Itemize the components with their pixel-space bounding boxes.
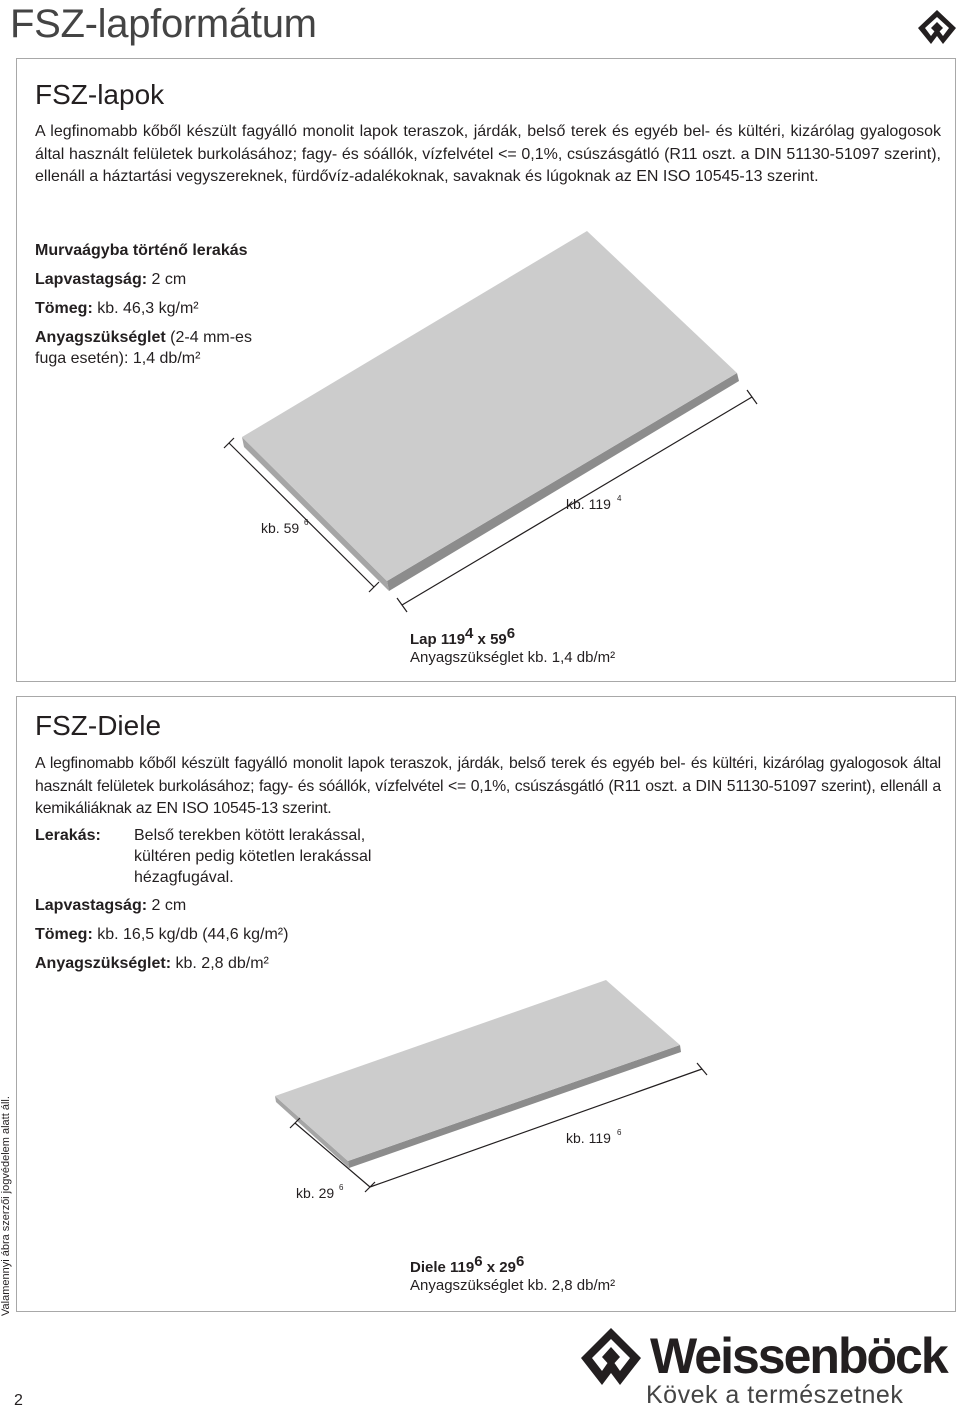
dim-long-label: kb. 119 — [566, 496, 611, 512]
weight-value: kb. 46,3 kg/m² — [97, 300, 199, 317]
brand-tagline: Kövek a természetnek — [646, 1381, 904, 1409]
caption-sub: Anyagszükséglet kb. 1,4 db/m² — [410, 649, 616, 666]
dim-tick — [747, 390, 757, 404]
diele-slab-figure — [17, 697, 955, 1311]
dim-short-label: kb. 29 — [296, 1185, 335, 1201]
thickness-value: 2 cm — [151, 271, 187, 288]
section-title: FSZ-Diele — [35, 710, 162, 741]
thickness-value: 2 cm — [151, 897, 187, 914]
caption-sup: 6 — [515, 1253, 525, 1270]
diele-caption — [410, 1253, 615, 1295]
thickness-label: Lapvastagság: — [35, 897, 148, 914]
caption-name: Diele 119 — [410, 1259, 475, 1276]
requirement-label: Anyagszükséglet — [35, 329, 166, 346]
weissenbock-logo-icon — [916, 8, 958, 48]
caption-sup: 6 — [506, 625, 516, 642]
caption-mid: x 59 — [473, 631, 507, 648]
dim-short-label: kb. 59 — [261, 520, 300, 536]
requirement-label: Anyagszükséglet: — [35, 955, 172, 972]
laying-line: hézagfugával. — [134, 869, 234, 886]
brand-name: Weissenböck — [650, 1328, 947, 1384]
page-number: 2 — [14, 1392, 23, 1409]
section-description: A legfinomabb kőből készült fagyálló monolit lapok teraszok, járdák, belső terek és egyéb bel- és kültéri, kizárólag gyalogosok által használt felületek burkolásához; fagy- és sóállók, vízfelvétel <= 0,1%, csúszásgátló (R11 oszt. a DIN 51130-51097 szerint), ellenáll a kemikáliáknak az EN ISO 10545-13 szerint. — [35, 755, 941, 817]
dim-short-sup: 6 — [304, 518, 309, 527]
caption-sup: 4 — [465, 625, 474, 642]
lap-slab-figure — [17, 59, 955, 681]
weight-value: kb. 16,5 kg/db (44,6 kg/m²) — [97, 926, 289, 943]
laying-label: Lerakás: — [35, 827, 101, 844]
weissenbock-logo-icon — [578, 1325, 644, 1391]
requirement-value-cont: fuga esetén): 1,4 db/m² — [35, 350, 201, 367]
caption-mid: x 29 — [482, 1259, 516, 1276]
weight-label: Tömeg: — [35, 300, 93, 317]
copyright-text: Valamennyi ábra szerzői jogvédelem alatt áll. — [0, 1096, 12, 1316]
dim-tick — [697, 1063, 707, 1075]
caption-sup: 6 — [474, 1253, 483, 1270]
lap-caption — [410, 625, 615, 667]
laying-heading: Murvaágyba történő lerakás — [35, 242, 248, 259]
caption-sub: Anyagszükséglet kb. 2,8 db/m² — [410, 1277, 616, 1294]
page-title: FSZ-lapformátum — [10, 2, 317, 46]
weight-label: Tömeg: — [35, 926, 93, 943]
requirement-value: kb. 2,8 db/m² — [175, 955, 269, 972]
laying-line: kültéren pedig kötetlen lerakással — [134, 848, 372, 865]
fsz-lapok-section — [16, 58, 956, 682]
laying-line: Belső terekben kötött lerakással, — [134, 827, 366, 844]
fsz-diele-section — [16, 696, 956, 1312]
brand-logo — [578, 1325, 958, 1415]
dim-long-sup: 4 — [617, 494, 622, 503]
requirement-value: (2-4 mm-es — [170, 329, 252, 346]
dim-short-sup: 6 — [339, 1183, 344, 1192]
section-description: A legfinomabb kőből készült fagyálló monolit lapok teraszok, járdák, belső terek és egyéb bel- és kültéri, kizárólag gyalogosok által használt felületek burkolásához; fagy- és sóállók, vízfelvétel <= 0,1%, csúszásgátló (R11 oszt. a DIN 51130-51097 szerint), ellenáll a háztartási vegyszereknek, fürdővíz-adalékoknak, savaknak és lúgoknak az EN ISO 10545-13 szerint. — [35, 123, 941, 185]
dim-long-sup: 6 — [617, 1128, 622, 1137]
section-title: FSZ-lapok — [35, 79, 165, 110]
dim-tick — [397, 598, 407, 612]
thickness-label: Lapvastagság: — [35, 271, 148, 288]
caption-name: Lap 119 — [410, 631, 466, 648]
dim-long-label: kb. 119 — [566, 1130, 611, 1146]
